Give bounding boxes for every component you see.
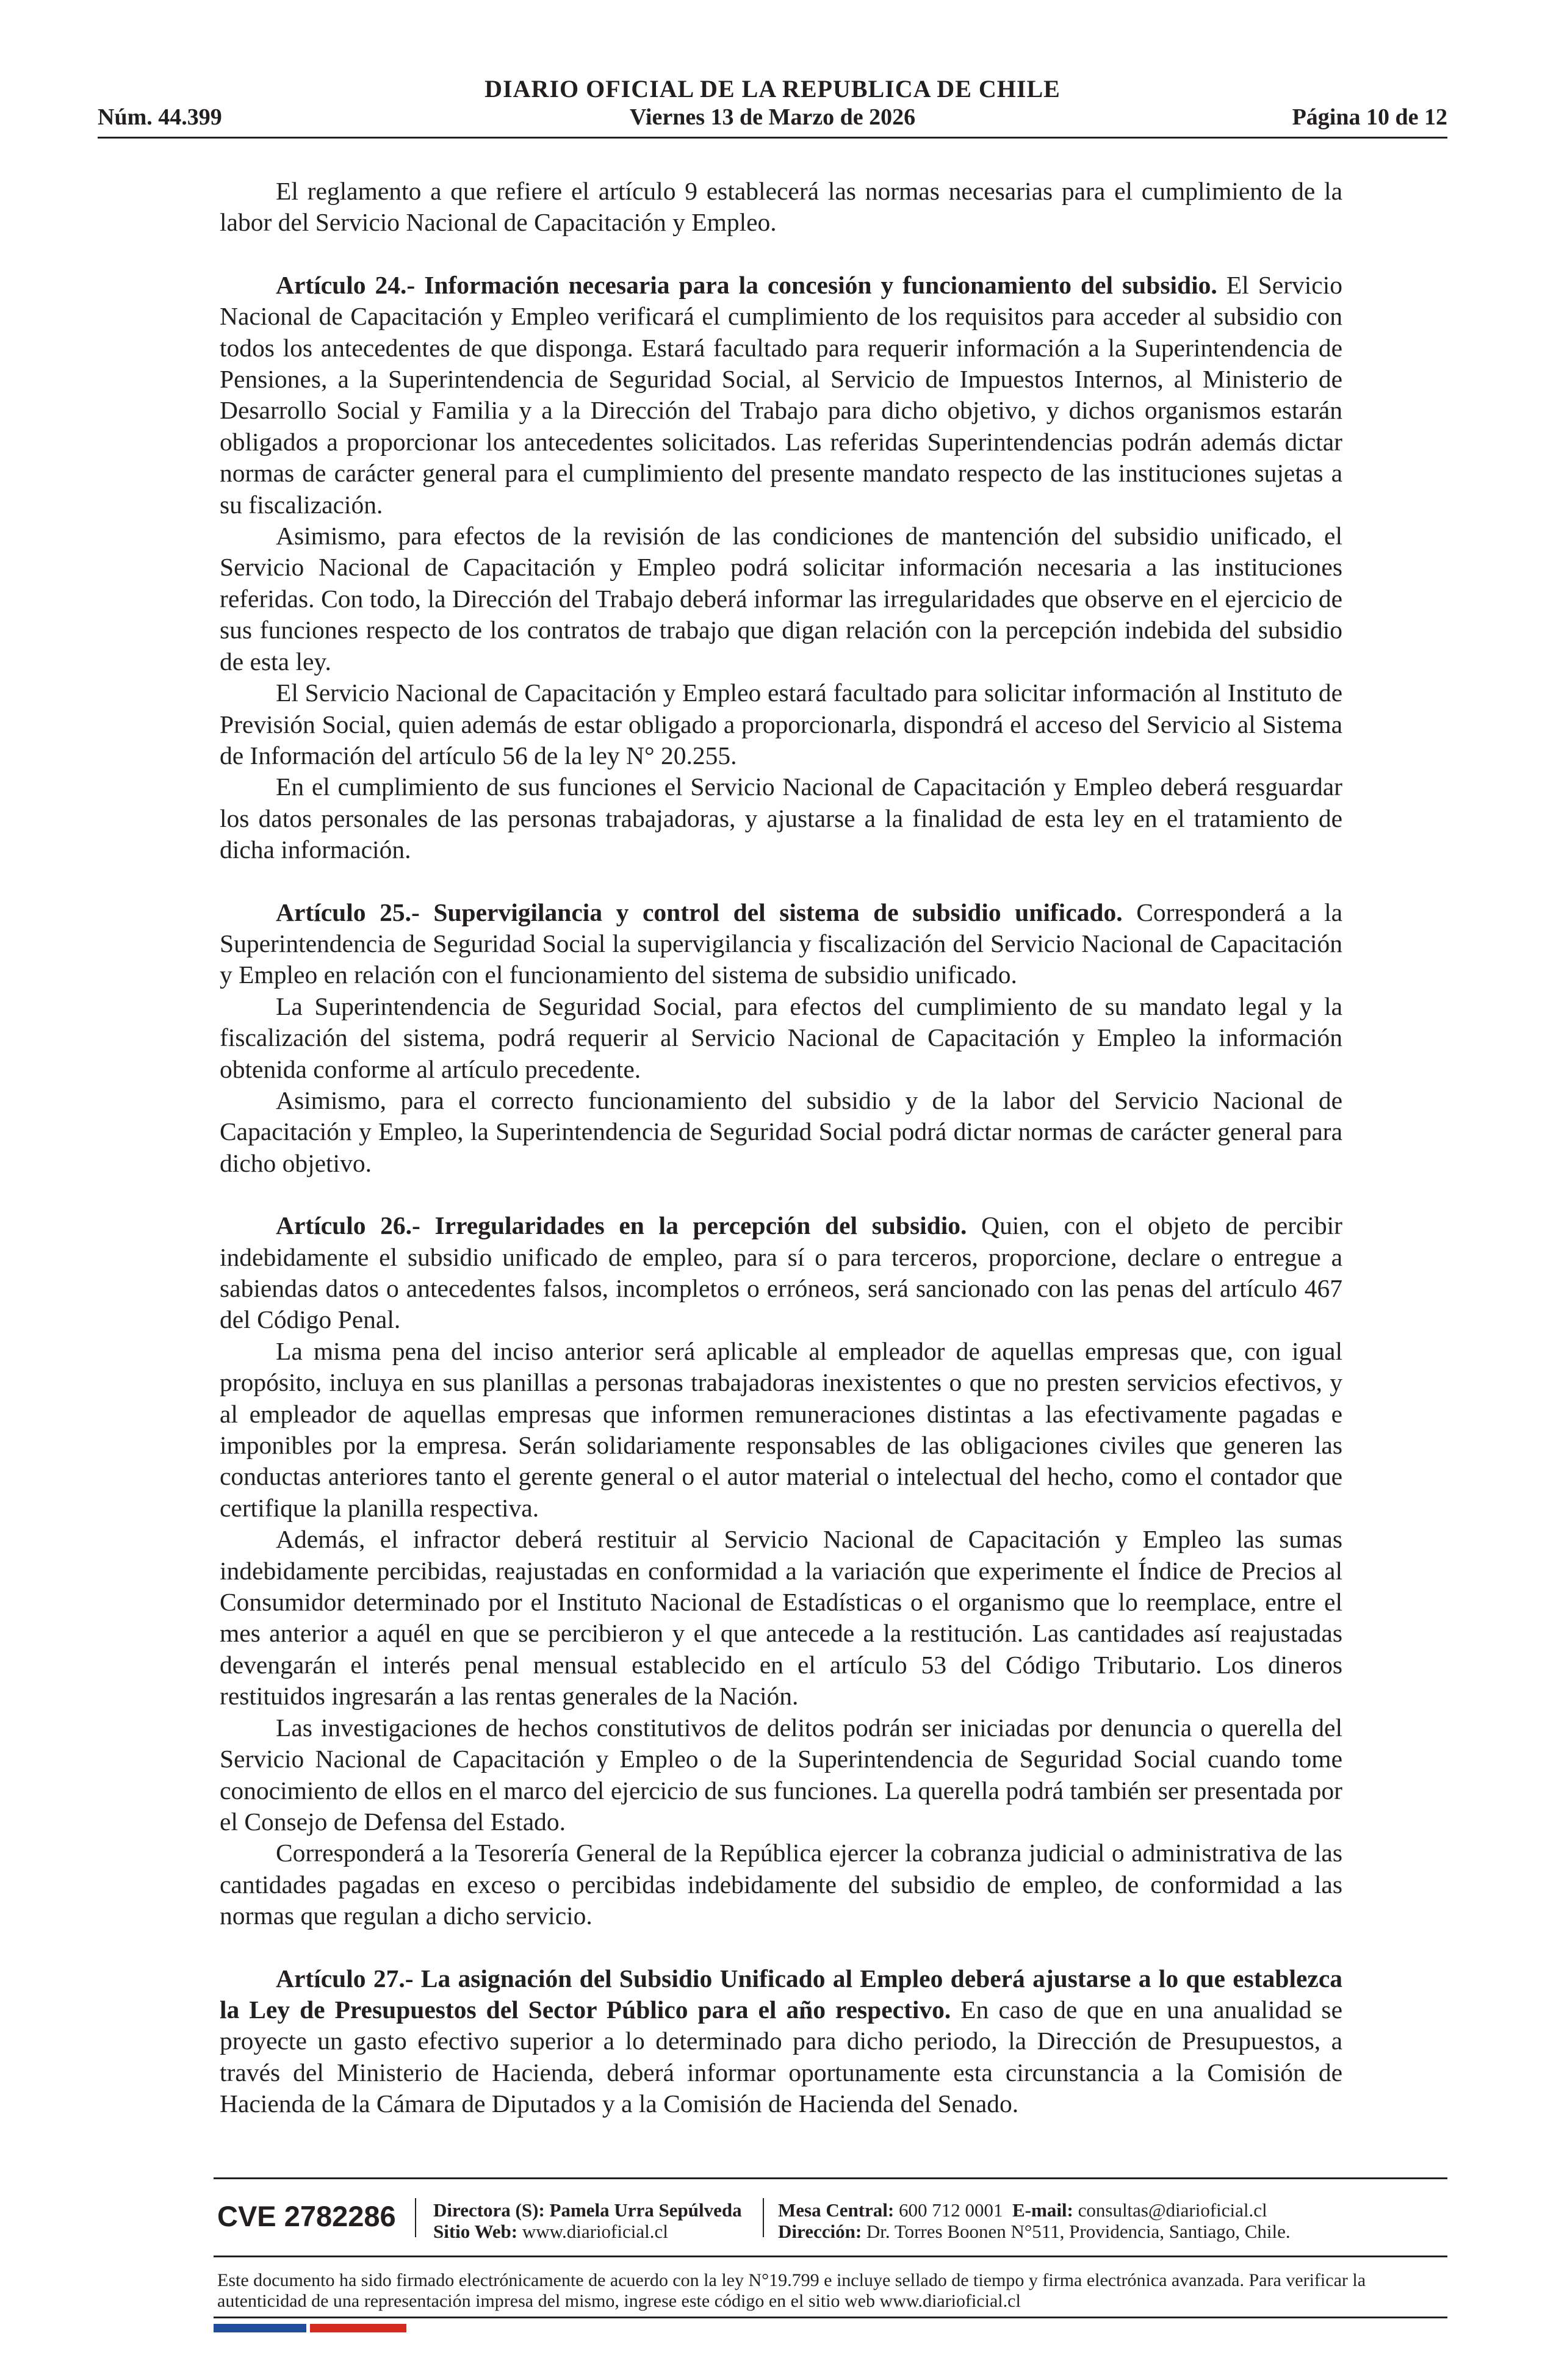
article-25-paragraph-2: La Superintendencia de Seguridad Social, para efectos del cumplimiento de su mandato legal y la fiscalización del sistema, podrá requerir al Servicio Nacional de Capacitación y Empleo la información obtenida conforme al artículo precedente. bbox=[220, 992, 1342, 1083]
mesa-value: 600 712 0001 bbox=[899, 2199, 1003, 2221]
footer-editor-info bbox=[433, 2199, 742, 2242]
footer-middle-divider bbox=[214, 2256, 1447, 2257]
mesa-label: Mesa Central: bbox=[778, 2199, 895, 2221]
directora-label: Directora (S): bbox=[433, 2199, 545, 2221]
article-24-paragraph-3: El Servicio Nacional de Capacitación y Empleo estará facultado para solicitar información al Instituto de Previsión Social, quien además de estar obligado a proporcionarla, dispondrá el acceso del Servicio al Sistema de Información del artículo 56 de la ley N° 20.255. bbox=[220, 679, 1342, 770]
footer-separator bbox=[763, 2198, 764, 2237]
footer-contact-info bbox=[778, 2199, 1291, 2242]
article-24-paragraph-1 bbox=[220, 270, 1342, 521]
direccion-label: Dirección: bbox=[778, 2221, 862, 2242]
directora-value: Pamela Urra Sepúlveda bbox=[549, 2199, 742, 2221]
article-26-text-1: Quien, con el objeto de percibir indebidamente el subsidio unificado de empleo, para sí o para terceros, proporcione, declare o entregue a sabiendas datos o antecedentes falsos, incompletos o erróneos, será sancionado con las penas del artículo 467 del Código Penal. bbox=[220, 1211, 1343, 1334]
article-25-text-1: Corresponderá a la Superintendencia de Seguridad Social la supervigilancia y fiscalización del Servicio Nacional de Capacitación y Empleo en relación con el funcionamiento del sistema de subsidio unificado. bbox=[220, 898, 1343, 989]
article-26-paragraph-5: Corresponderá a la Tesorería General de la República ejercer la cobranza judicial o administrativa de las cantidades pagadas en exceso o percibidas indebidamente del subsidio de empleo, de conformidad a las normas que regulan a dicho servicio. bbox=[220, 1839, 1342, 1930]
page-indicator: Página 10 de 12 bbox=[1292, 104, 1447, 130]
article-26-paragraph-2: La misma pena del inciso anterior será aplicable al empleador de aquellas empresas que, con igual propósito, incluya en sus planillas a personas trabajadoras inexistentes o que no presten servicios efectivos, y al empleador de aquellas empresas que informen remuneraciones distintas a las efectivamente pagadas e imponibles por la empresa. Serán solidariamente responsables de las obligaciones civiles que generen las conductas anteriores tanto el gerente general o el autor material o intelectual del hecho, como el contador que certifique la planilla respectiva. bbox=[220, 1336, 1342, 1522]
article-24-text-1: El Servicio Nacional de Capacitación y Empleo verificará el cumplimiento de los requisitos para acceder al subsidio con todos los antecedentes de que disponga. Estará facultado para requerir información a la Superintendencia de Pensiones, a la Superintendencia de Seguridad Social, al Servicio de Impuestos Internos, al Ministerio de Desarrollo Social y Familia y a la Dirección del Trabajo para dicho objetivo, y dichos organismos estarán obligados a proporcionar los antecedentes solicitados. Las referidas Superintendencias podrán además dictar normas de carácter general para el cumplimiento del presente mandato respecto de las instituciones sujetas a su fiscalización. bbox=[220, 270, 1342, 519]
email-label: E-mail: bbox=[1012, 2199, 1073, 2221]
article-27-text-1: En caso de que en una anualidad se proyecte un gasto efectivo superior a lo determinado para dicho periodo, la Dirección de Presupuestos, a través del Ministerio de Hacienda, deberá informar oportunamente esta circunstancia a la Comisión de Hacienda de la Cámara de Diputados y a la Comisión de Hacienda del Senado. bbox=[220, 1995, 1342, 2118]
direccion-value: Dr. Torres Boonen N°511, Providencia, Santiago, Chile. bbox=[866, 2221, 1291, 2242]
legal-notice: Este documento ha sido firmado electrónicamente de acuerdo con la ley N°19.799 e incluye sellado de tiempo y firma electrónica avanzada. Para verificar la autenticidad de una representación impresa del mismo, ingrese este código en el sitio web www.diarioficial.cl bbox=[217, 2270, 1366, 2311]
footer-top-divider bbox=[214, 2177, 1447, 2179]
article-26-paragraph-1 bbox=[220, 1210, 1342, 1336]
article-26-paragraph-4: Las investigaciones de hechos constitutivos de delitos podrán ser iniciadas por denuncia o querella del Servicio Nacional de Capacitación y Empleo o de la Superintendencia de Seguridad Social cuando tome conocimiento de ellos en el marco del ejercicio de sus funciones. La querella podrá también ser presentada por el Consejo de Defensa del Estado. bbox=[220, 1713, 1342, 1836]
chilean-flag-stripe bbox=[214, 2324, 406, 2332]
footer-bottom-divider bbox=[214, 2317, 1447, 2318]
article-26-paragraph-3: Además, el infractor deberá restituir al Servicio Nacional de Capacitación y Empleo las sumas indebidamente percibidas, reajustadas en conformidad a la variación que experimente el Índice de Precios al Consumidor determinado por el Instituto Nacional de Estadísticas o el organismo que lo reemplace, entre el mes anterior a aquél en que se percibieron y el que antecede a la restitución. Las cantidades así reajustadas devengarán el interés penal mensual establecido en el artículo 53 del Código Tributario. Los dineros restituidos ingresarán a las rentas generales de la Nación. bbox=[220, 1525, 1342, 1711]
cve-code: CVE 2782286 bbox=[217, 2200, 396, 2232]
article-24-paragraph-2: Asimismo, para efectos de la revisión de las condiciones de mantención del subsidio unificado, el Servicio Nacional de Capacitación y Empleo podrá solicitar información necesaria a las instituciones referidas. Con todo, la Dirección del Trabajo deberá informar las irregularidades que observe en el ejercicio de sus funciones respecto de los contratos de trabajo que digan relación con la percepción indebida del subsidio de esta ley. bbox=[220, 522, 1342, 676]
article-24-heading: Artículo 24.- Información necesaria para la concesión y funcionamiento del subsidio. bbox=[276, 270, 1217, 299]
article-25-heading: Artículo 25.- Supervigilancia y control del sistema de subsidio unificado. bbox=[276, 898, 1123, 926]
document-body bbox=[220, 176, 1342, 2120]
article-24-paragraph-4: En el cumplimiento de sus funciones el Servicio Nacional de Capacitación y Empleo deberá resguardar los datos personales de las personas trabajadoras, y ajustarse a la finalidad de esta ley en el tratamiento de dicha información. bbox=[220, 773, 1342, 864]
issue-number: Núm. 44.399 bbox=[98, 104, 222, 130]
article-25-paragraph-1 bbox=[220, 897, 1342, 991]
flag-blue-bar bbox=[214, 2324, 306, 2332]
page-footer bbox=[214, 2177, 1447, 2312]
gazette-title: DIARIO OFICIAL DE LA REPUBLICA DE CHILE bbox=[484, 75, 1061, 103]
flag-red-bar bbox=[310, 2324, 406, 2332]
sitio-value[interactable]: www.diarioficial.cl bbox=[522, 2221, 668, 2242]
page-header bbox=[98, 72, 1447, 145]
sitio-label: Sitio Web: bbox=[433, 2221, 518, 2242]
header-divider bbox=[98, 137, 1447, 139]
article-26-heading: Artículo 26.- Irregularidades en la percepción del subsidio. bbox=[276, 1211, 967, 1240]
article-25-paragraph-3: Asimismo, para el correcto funcionamiento del subsidio y de la labor del Servicio Nacional de Capacitación y Empleo, la Superintendencia de Seguridad Social podrá dictar normas de carácter general para dicho objetivo. bbox=[220, 1086, 1342, 1177]
article-27-paragraph-1 bbox=[220, 1963, 1342, 2120]
article-27-heading: Artículo 27.- La asignación del Subsidio Unificado al Empleo deberá ajustarse a lo que establezca la Ley de Presupuestos del Sector Público para el año respectivo. bbox=[220, 1964, 1342, 2024]
issue-date: Viernes 13 de Marzo de 2026 bbox=[629, 104, 916, 130]
email-value[interactable]: consultas@diarioficial.cl bbox=[1078, 2199, 1267, 2221]
footer-separator bbox=[415, 2198, 416, 2237]
intro-paragraph: El reglamento a que refiere el artículo 9 establecerá las normas necesarias para el cumplimiento de la labor del Servicio Nacional de Capacitación y Empleo. bbox=[220, 177, 1342, 237]
